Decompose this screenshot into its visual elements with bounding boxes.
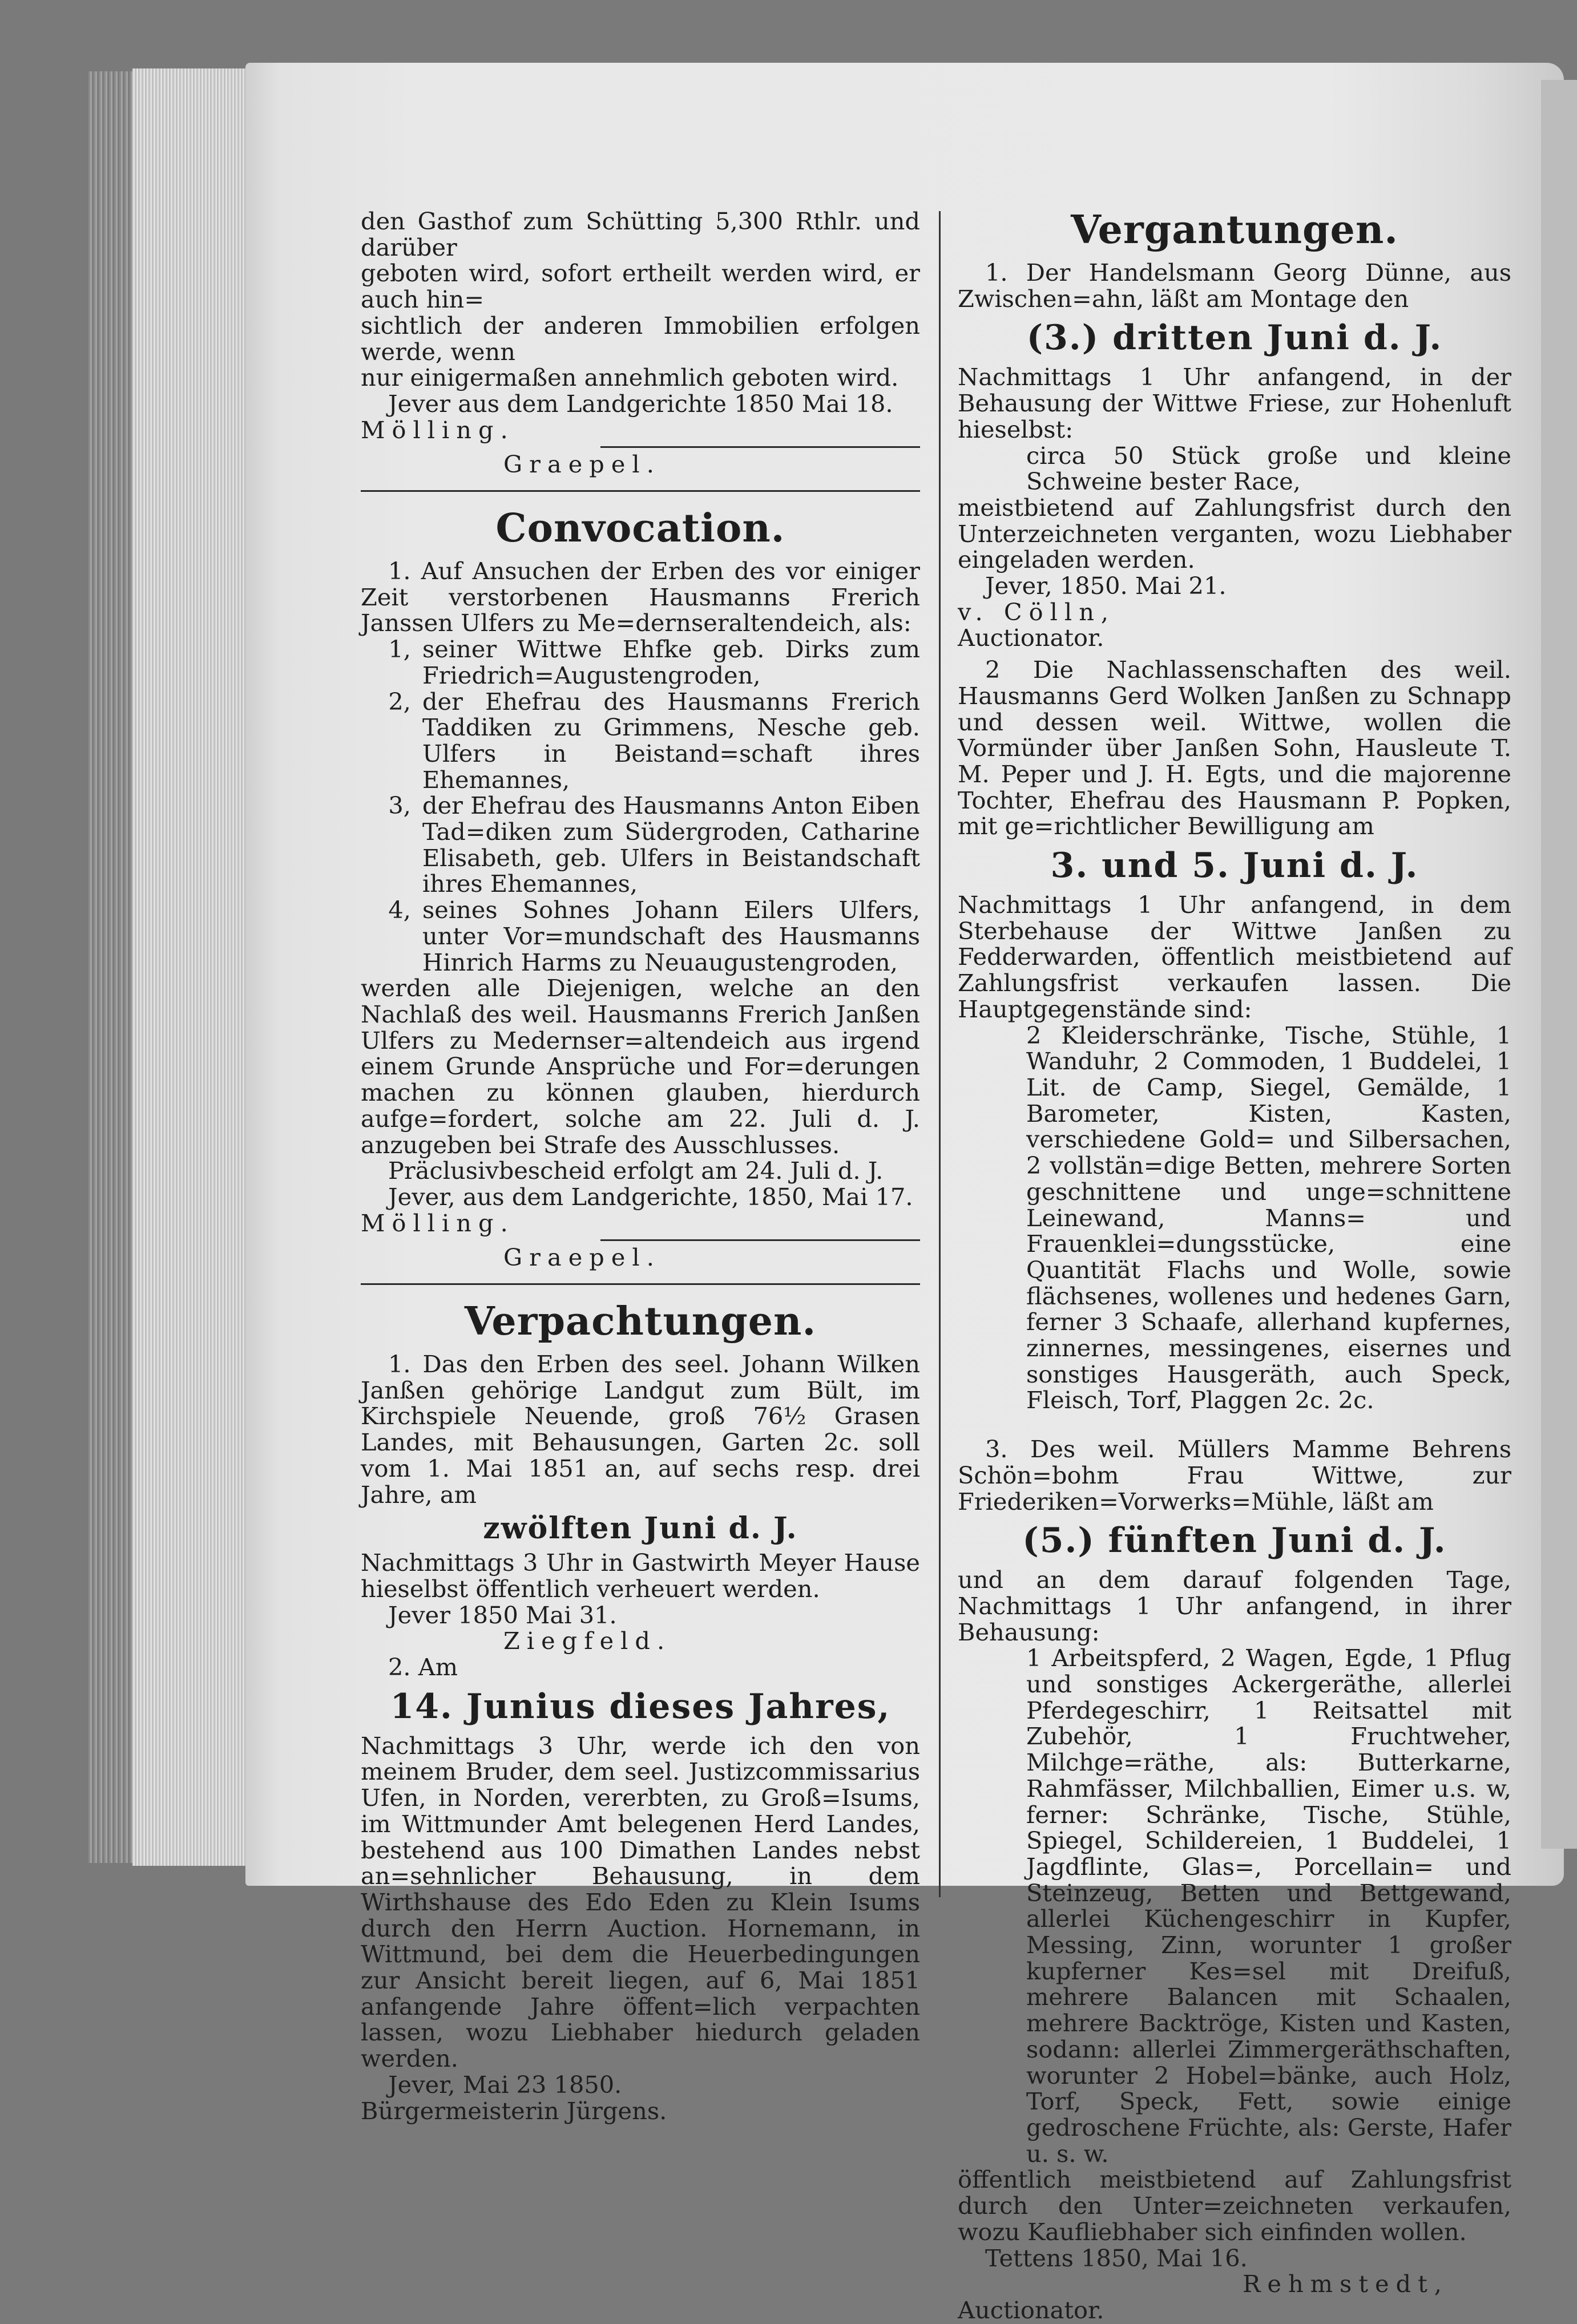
lease-1-date: zwölften Juni d. J.	[483, 1511, 798, 1546]
lease-1-after: Nachmittags 3 Uhr in Gastwirth Meyer Hause hieselbst öffentlich verheuert werden.	[361, 1549, 920, 1603]
auction-3-signature: Rehmstedt,	[1243, 2270, 1449, 2298]
intro-signature-2: Graepel.	[503, 450, 661, 479]
intro-line: geboten wird, sofort ertheilt werden wird, er auch hin=	[361, 259, 920, 314]
item-text: der Ehefrau des Hausmanns Anton Eiben Tad=diken zum Südergroden, Catharine Elisabeth, geb. Ulfers in Beistandschaft ihres Ehemannes,	[422, 791, 920, 898]
convocation-item	[361, 897, 920, 975]
intro-place-date: Jever aus dem Landgerichte 1850 Mai 18.	[388, 389, 893, 418]
auction-3-goods: 1 Arbeitspferd, 2 Wagen, Egde, 1 Pflug und sonstiges Ackergeräthe, allerlei Pferdegeschirr, 1 Reitsattel mit Zubehör, 1 Fruchtweher, Milchge=räthe, als: Butterkarne, Rahmfässer, Milchballien, Eimer u.s. w, ferner: Schränke, Tische, Stühle, Spiegel, Schildereien, 1 Buddelei, 1 Jagdflinte, Glas=, Porcellain= und Steinzeug, Betten und Bettgewand, allerlei Küchengeschirr in Kupfer, Messing, Zinn, worunter 1 großer kupferner Kes=sel mit Dreifuß, mehrere Balancen mit Schaalen, mehrere Backtröge, Kisten und Kasten, sodann: allerlei Zimmergeräthschaften, worunter 2 Hobel=bänke, auch Holz, Torf, Speck, Fett, sowie einige gedroschene Früchte, als: Gerste, Hafer u. s. w.	[1026, 1644, 1511, 2168]
lease-1-text: 1. Das den Erben des seel. Johann Wilken Janßen gehörige Landgut zum Bült, im Kirchspiele Neuende, groß 76½ Grasen Landes, mit Behausungen, Garten 2c. soll vom 1. Mai 1851 an, auf sechs resp. drei Jahre, am	[361, 1350, 920, 1509]
auction-2-goods: 2 Kleiderschränke, Tische, Stühle, 1 Wanduhr, 2 Commoden, 1 Buddelei, 1 Lit. de Camp, Siegel, Gemälde, 1 Barometer, Kisten, Kasten, verschiedene Gold= und Silbersachen, 2 vollstän=dige Betten, mehrere Sorten geschnittene und unge=schnittene Leinewand, Manns= und Frauenklei=dungsstücke, eine Quantität Flachs und Wolle, sowie flächsenes, wollenes und hedenes Garn, ferner 3 Schaafe, allerhand kupfernes, zinnernes, messingenes, eisernes und sonstiges Hausgeräth, auch Speck, Fleisch, Torf, Plaggen 2c. 2c.	[1026, 1021, 1511, 1414]
item-number: 1,	[388, 635, 411, 664]
intro-line: sichtlich der anderen Immobilien erfolgen werde, wenn	[361, 311, 920, 366]
intro-line: den Gasthof zum Schütting 5,300 Rthlr. und darüber	[361, 207, 920, 261]
auction-1-date: (3.) dritten Juni d. J.	[1026, 318, 1443, 358]
lease-2-text: Nachmittags 3 Uhr, werde ich den von meinem Bruder, dem seel. Justizcommissarius Ufen, in Norden, vererbten, zu Groß=Isums, im Wittmunder Amt belegenen Herd Landes, bestehend aus 100 Dimathen Landes nebst an=sehnlicher Behausung, in dem Wirthshause des Edo Eden zu Klein Isums durch den Herrn Auction. Hornemann, in Wittmund, bei dem die Heuerbedingungen zur Ansicht bereit liegen, auf 6, Mai 1851 anfangende Jahre öffent=lich verpachten lassen, wozu Liebhaber hiedurch geladen werden.	[361, 1731, 920, 2073]
auction-1-after2: meistbietend auf Zahlungsfrist durch den Unterzeichneten verganten, wozu Liebhaber eingeladen werden.	[958, 493, 1511, 574]
auction-1-place-date: Jever, 1850. Mai 21.	[985, 572, 1227, 600]
auction-1-goods: circa 50 Stück große und kleine Schweine bester Race,	[1026, 441, 1511, 496]
item-text: seiner Wittwe Ehfke geb. Dirks zum Friedrich=Augustengroden,	[422, 635, 920, 689]
lease-1-signature: Ziegfeld.	[503, 1627, 672, 1655]
item-number: 2,	[388, 687, 411, 716]
signature-rule	[600, 446, 920, 448]
auction-3-after: und an dem darauf folgenden Tage, Nachmittags 1 Uhr anfangend, in ihrer Behausung:	[958, 1566, 1511, 1646]
item-number: 3,	[388, 791, 411, 820]
convocation-item	[361, 793, 920, 897]
auction-1-role: Auctionator.	[958, 624, 1104, 652]
auction-1-signature: v. Cölln,	[958, 597, 1116, 626]
section-rule	[361, 1283, 920, 1285]
vergantungen-heading: Vergantungen.	[1071, 207, 1398, 253]
auction-3-text: 3. Des weil. Müllers Mamme Behrens Schön=bohm Frau Wittwe, zur Friederiken=Vorwerks=Mühle, läßt am	[958, 1435, 1511, 1515]
auction-3-date: (5.) fünften Juni d. J.	[1022, 1521, 1447, 1561]
intro-signature-1: Mölling.	[361, 415, 515, 444]
signature-rule	[600, 1239, 920, 1241]
lease-2-date: 14. Junius dieses Jahres,	[390, 1686, 891, 1727]
left-column	[361, 208, 920, 2124]
convocation-item	[361, 689, 920, 793]
lease-2-place-date: Jever, Mai 23 1850.	[388, 2070, 622, 2099]
lease-2-lead: 2. Am	[388, 1653, 458, 1682]
convocation-preclusion: Präclusivbescheid erfolgt am 24. Juli d. J.	[388, 1157, 884, 1185]
auction-1-after: Nachmittags 1 Uhr anfangend, in der Behausung der Wittwe Friese, zur Hohenluft hieselbst:	[958, 363, 1511, 443]
convocation-signature-2: Graepel.	[503, 1243, 661, 1272]
column-divider	[939, 211, 941, 1897]
auction-3-place-date: Tettens 1850, Mai 16.	[985, 2244, 1248, 2272]
convocation-item	[361, 636, 920, 688]
lease-1-place-date: Jever 1850 Mai 31.	[388, 1600, 617, 1629]
auction-3-after2: öffentlich meistbietend auf Zahlungsfrist durch den Unter=zeichneten verkaufen, wozu Kaufliebhaber sich einfinden wollen.	[958, 2165, 1511, 2246]
auction-1-text: 1. Der Handelsmann Georg Dünne, aus Zwischen=ahn, läßt am Montage den	[958, 258, 1511, 313]
convocation-heading: Convocation.	[495, 506, 785, 552]
convocation-place-date: Jever, aus dem Landgerichte, 1850, Mai 17.	[388, 1182, 913, 1211]
auction-2-after: Nachmittags 1 Uhr anfangend, in dem Sterbehause der Wittwe Janßen zu Fedderwarden, öffentlich meistbietend auf Zahlungsfrist verkaufen lassen. Die Hauptgegenstände sind:	[958, 891, 1511, 1023]
item-text: der Ehefrau des Hausmanns Frerich Taddiken zu Grimmens, Nesche geb. Ulfers in Beistand=schaft ihres Ehemannes,	[422, 687, 920, 794]
book-spine	[88, 71, 135, 1863]
facing-page-edge	[1541, 80, 1577, 1849]
verpachtungen-heading: Verpachtungen.	[464, 1299, 817, 1345]
right-column	[958, 208, 1511, 2323]
auction-3-role: Auctionator.	[958, 2295, 1104, 2324]
convocation-body: werden alle Diejenigen, welche an den Nachlaß des weil. Hausmanns Frerich Janßen Ulfers zu Medernser=altendeich aus irgend einem Grunde Ansprüche und For=derungen machen zu können glauben, hierdurch aufge=fordert, solche am 22. Juli d. J. anzugeben bei Strafe des Ausschlusses.	[361, 974, 920, 1159]
section-rule	[361, 490, 920, 492]
item-text: seines Sohnes Johann Eilers Ulfers, unter Vor=mundschaft des Hausmanns Hinrich Harms zu Neuaugustengroden,	[422, 896, 920, 976]
intro-line: nur einigermaßen annehmlich geboten wird.	[361, 363, 899, 392]
item-number: 4,	[388, 896, 411, 924]
lease-2-signature: Bürgermeisterin Jürgens.	[361, 2096, 667, 2125]
convocation-signature-1: Mölling.	[361, 1209, 515, 1237]
convocation-intro: 1. Auf Ansuchen der Erben des vor einiger Zeit verstorbenen Hausmanns Frerich Janssen Ulfers zu Me=dernseraltendeich, als:	[361, 557, 920, 637]
auction-2-date: 3. und 5. Juni d. J.	[1050, 846, 1419, 886]
auction-2-text: 2 Die Nachlassenschaften des weil. Hausmanns Gerd Wolken Janßen zu Schnapp und dessen weil. Wittwe, wollen die Vormünder über Janßen Sohn, Hausleute T. M. Peper und J. H. Egts, und die majorenne Tochter, Ehefrau des Hausmann P. Popken, mit ge=richtlicher Bewilligung am	[958, 656, 1511, 840]
